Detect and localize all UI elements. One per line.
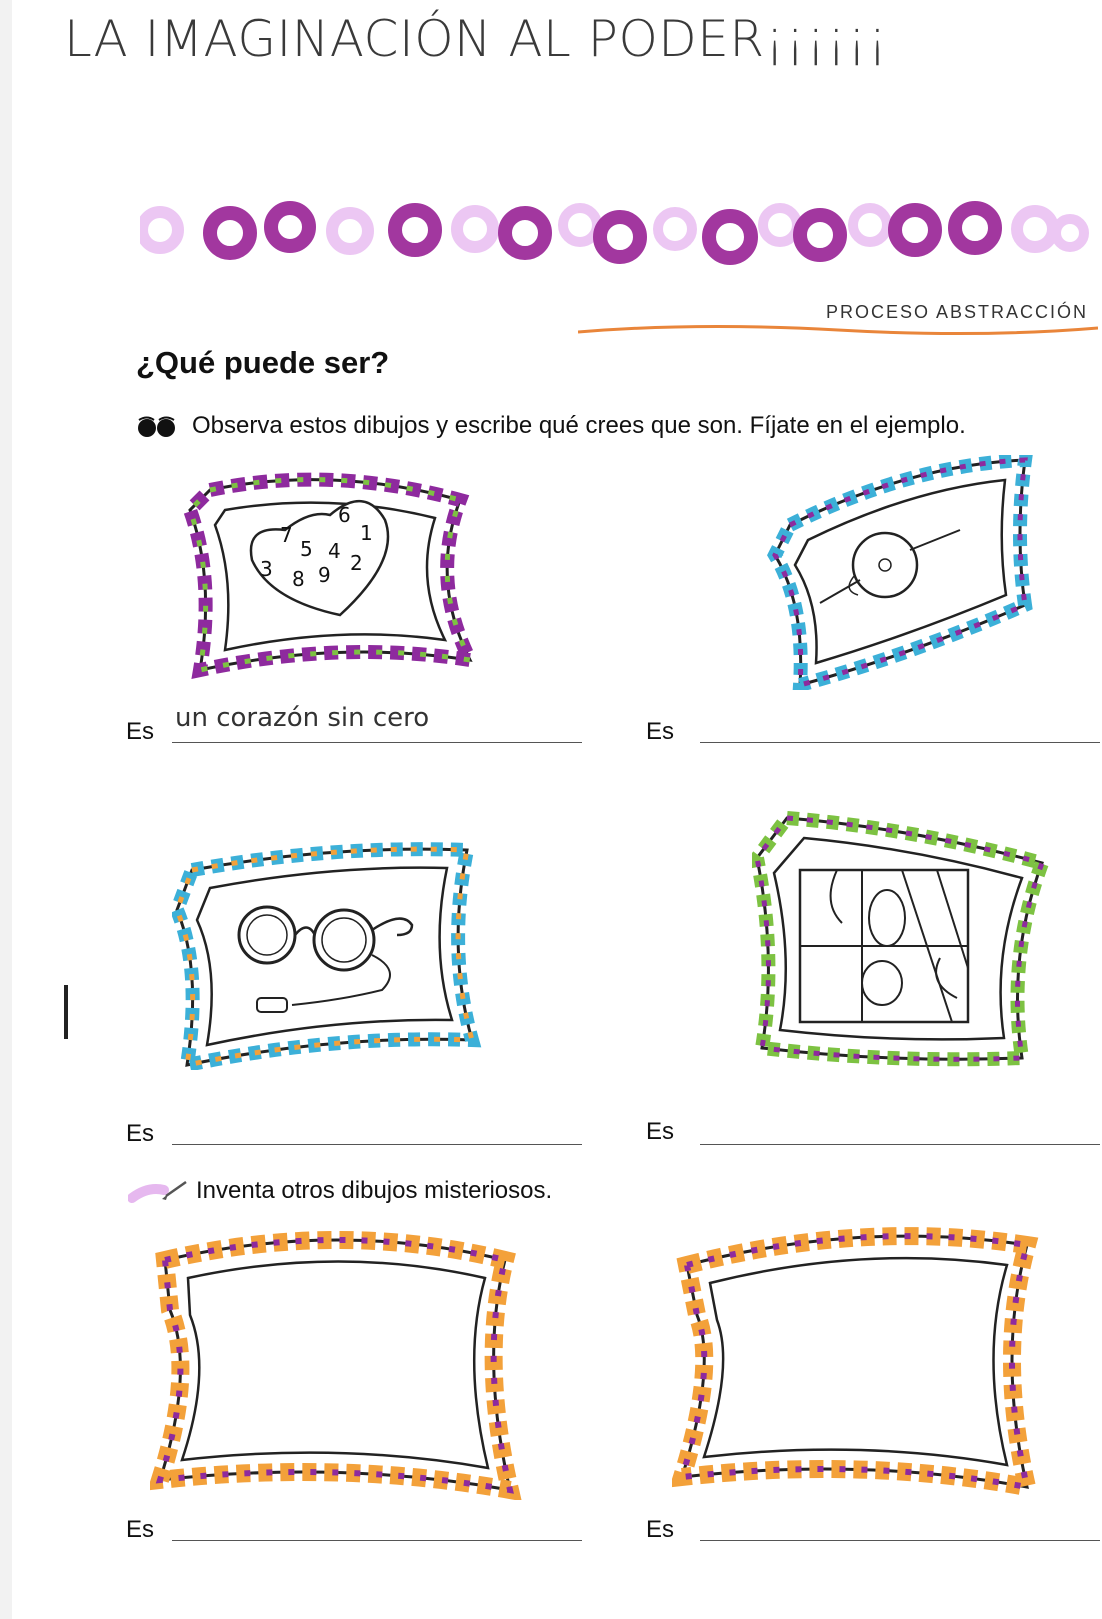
invent-instruction: Inventa otros dibujos misteriosos. [196, 1177, 553, 1204]
empty-frame-2[interactable] [672, 1225, 1052, 1497]
answer-prefix-2: Es [646, 718, 675, 745]
worksheet-title: ¿Qué puede ser? [136, 345, 390, 380]
mystery-drawing-circle [760, 455, 1050, 690]
answer-prefix-6: Es [646, 1516, 675, 1543]
process-label: PROCESO ABSTRACCIÓN [826, 302, 1089, 322]
answer-line-4[interactable] [700, 1144, 1100, 1145]
answer-line-1[interactable] [172, 742, 582, 743]
example-drawing-heart [180, 470, 480, 685]
number-8: 8 [292, 567, 305, 591]
answer-prefix-1: Es [126, 718, 155, 745]
eyes-icon [136, 416, 178, 438]
page-edge [0, 0, 12, 1619]
number-7: 7 [280, 523, 293, 547]
answer-line-3[interactable] [172, 1144, 582, 1145]
answer-prefix-4: Es [646, 1118, 675, 1145]
mystery-drawing-glasses [172, 840, 487, 1070]
instruction-text: Observa estos dibujos y escribe qué crees que son. Fíjate en el ejemplo. [192, 412, 966, 439]
empty-frame-1[interactable] [150, 1230, 530, 1500]
process-underline [578, 320, 1098, 338]
answer-prefix-5: Es [126, 1516, 155, 1543]
page-header-title: LA IMAGINACIÓN AL PODER¡¡¡¡¡¡ [64, 10, 888, 68]
answer-prefix-3: Es [126, 1120, 155, 1147]
number-6: 6 [338, 503, 351, 527]
answer-line-6[interactable] [700, 1540, 1100, 1541]
number-1: 1 [360, 521, 373, 545]
mystery-drawing-grid [752, 808, 1057, 1098]
number-9: 9 [318, 563, 331, 587]
answer-line-5[interactable] [172, 1540, 582, 1541]
number-4: 4 [328, 539, 341, 563]
text-cursor [64, 985, 68, 1039]
answer-text-1[interactable]: un corazón sin cero [175, 703, 430, 733]
decorative-ring-row [140, 195, 1090, 275]
number-5: 5 [300, 537, 313, 561]
pencil-icon [128, 1178, 190, 1206]
answer-line-2[interactable] [700, 742, 1100, 743]
number-3: 3 [260, 557, 273, 581]
number-2: 2 [350, 551, 363, 575]
